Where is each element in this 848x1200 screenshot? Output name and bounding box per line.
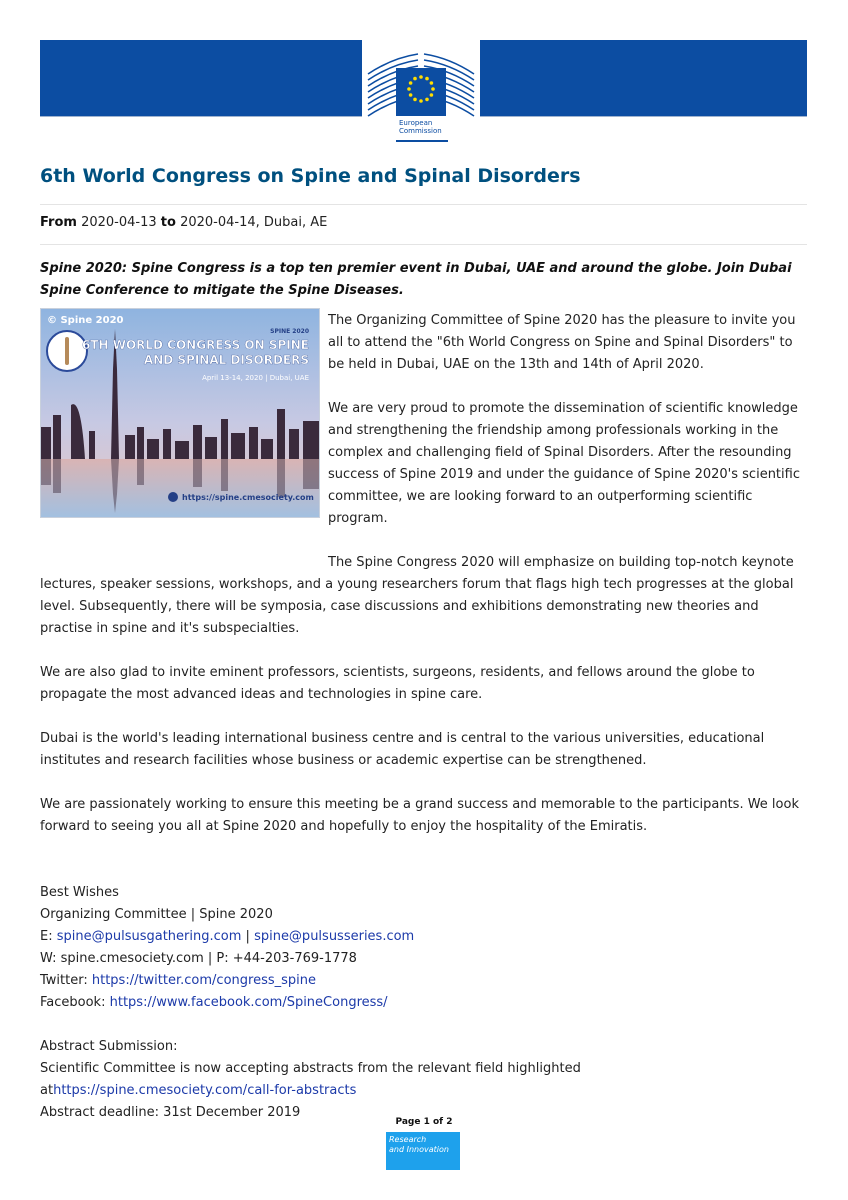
body-paragraph: The Spine Congress 2020 will emphasize on building top-notch keynote lectures, speaker sessions, workshops, and a young researchers forum that flags high tech progresses at the global level. Subsequently, there will be symposia, case discussions and exhibitions demonstrating new theories and practise in spine and it's subspecialties.: [40, 555, 794, 636]
facebook-link[interactable]: https://www.facebook.com/SpineCongress/: [109, 995, 388, 1010]
poster-title-line2: AND SPINAL DISORDERS: [143, 353, 309, 367]
abstract-text-body: Scientific Committee is now accepting abstracts from the relevant field highlighted at: [40, 1061, 581, 1098]
research-innovation-badge: [386, 1132, 460, 1170]
page-number: Page 1 of 2: [395, 1117, 453, 1127]
email-separator: |: [241, 929, 255, 944]
logo-caption-line2: Commission: [399, 127, 442, 135]
contact-block: [40, 882, 808, 1014]
call-for-abstracts-link[interactable]: https://spine.cmesociety.com/call-for-abstracts: [53, 1083, 357, 1098]
event-dates: [40, 215, 327, 230]
body-paragraph: Dubai is the world's leading international business centre and is central to the various universities, educational institutes and research facilities whose business or academic expertise can be strengthened.: [40, 731, 765, 768]
poster-tag: SPINE 2020: [270, 328, 309, 335]
poster-title-line1: 6TH WORLD CONGRESS ON SPINE: [81, 338, 309, 352]
body-paragraph: We are very proud to promote the dissemination of scientific knowledge and strengthening the friendship among professionals working in the complex and challenging field of Spinal Disorders. After the resounding success of Spine 2019 and under the guidance of Spine 2020's scientific committee, we are looking forward to an outperforming scientific program.: [328, 401, 800, 526]
email-link-pulsusseries[interactable]: spine@pulsusseries.com: [254, 929, 415, 944]
twitter-line: [40, 970, 808, 992]
to-date-location: 2020-04-14, Dubai, AE: [180, 215, 328, 230]
body-paragraph: We are passionately working to ensure this meeting be a grand success and memorable to the participants. We look forward to seeing you all at Spine 2020 and hopefully to enjoy the hospitality of the Emiratis.: [40, 797, 799, 834]
closing-wishes: Best Wishes: [40, 885, 119, 900]
poster-copyright: © Spine 2020: [47, 315, 124, 326]
facebook-line: [40, 992, 808, 1014]
badge-line2: and Innovation: [389, 1145, 449, 1154]
poster-url: https://spine.cmesociety.com: [182, 493, 314, 502]
body-paragraph: We are also glad to invite eminent professors, scientists, surgeons, residents, and fellows around the globe to propagate the most advanced ideas and technologies in spine care.: [40, 665, 755, 702]
twitter-label: Twitter:: [40, 973, 92, 988]
logo-caption: [399, 119, 459, 135]
to-label: to: [160, 215, 176, 230]
email-label: E:: [40, 929, 57, 944]
web-phone-line: W: spine.cmesociety.com | P: +44-203-769-1778: [40, 951, 357, 966]
event-lead: Spine 2020: Spine Congress is a top ten premier event in Dubai, UAE and around the globe. Join Dubai Spine Conference to mitigate the Spine Diseases.: [40, 261, 792, 298]
body-paragraph: The Organizing Committee of Spine 2020 has the pleasure to invite you all to attend the "6th World Congress on Spine and Spinal Disorders" to be held in Dubai, UAE on the 13th and 14th of April 2020.: [328, 313, 796, 372]
logo-caption-line1: European: [399, 119, 433, 127]
email-line: [40, 926, 808, 948]
twitter-link[interactable]: https://twitter.com/congress_spine: [91, 973, 316, 988]
divider: [40, 204, 807, 205]
article-body: [40, 310, 808, 1124]
committee-signature: Organizing Committee | Spine 2020: [40, 907, 273, 922]
email-link-pulsusgathering[interactable]: spine@pulsusgathering.com: [56, 929, 242, 944]
badge-line1: Research: [389, 1135, 427, 1144]
from-label: From: [40, 215, 77, 230]
abstract-block: [40, 1036, 808, 1124]
poster-dates: April 13-14, 2020 | Dubai, UAE: [202, 374, 309, 382]
logo-underline: [396, 140, 448, 142]
page-title: 6th World Congress on Spine and Spinal Disorders: [40, 165, 581, 187]
abstract-heading: Abstract Submission:: [40, 1039, 178, 1054]
divider: [40, 244, 807, 245]
abstract-deadline: Abstract deadline: 31st December 2019: [40, 1105, 301, 1120]
facebook-label: Facebook:: [40, 995, 110, 1010]
from-date: 2020-04-13: [81, 215, 157, 230]
abstract-text: [40, 1058, 808, 1102]
